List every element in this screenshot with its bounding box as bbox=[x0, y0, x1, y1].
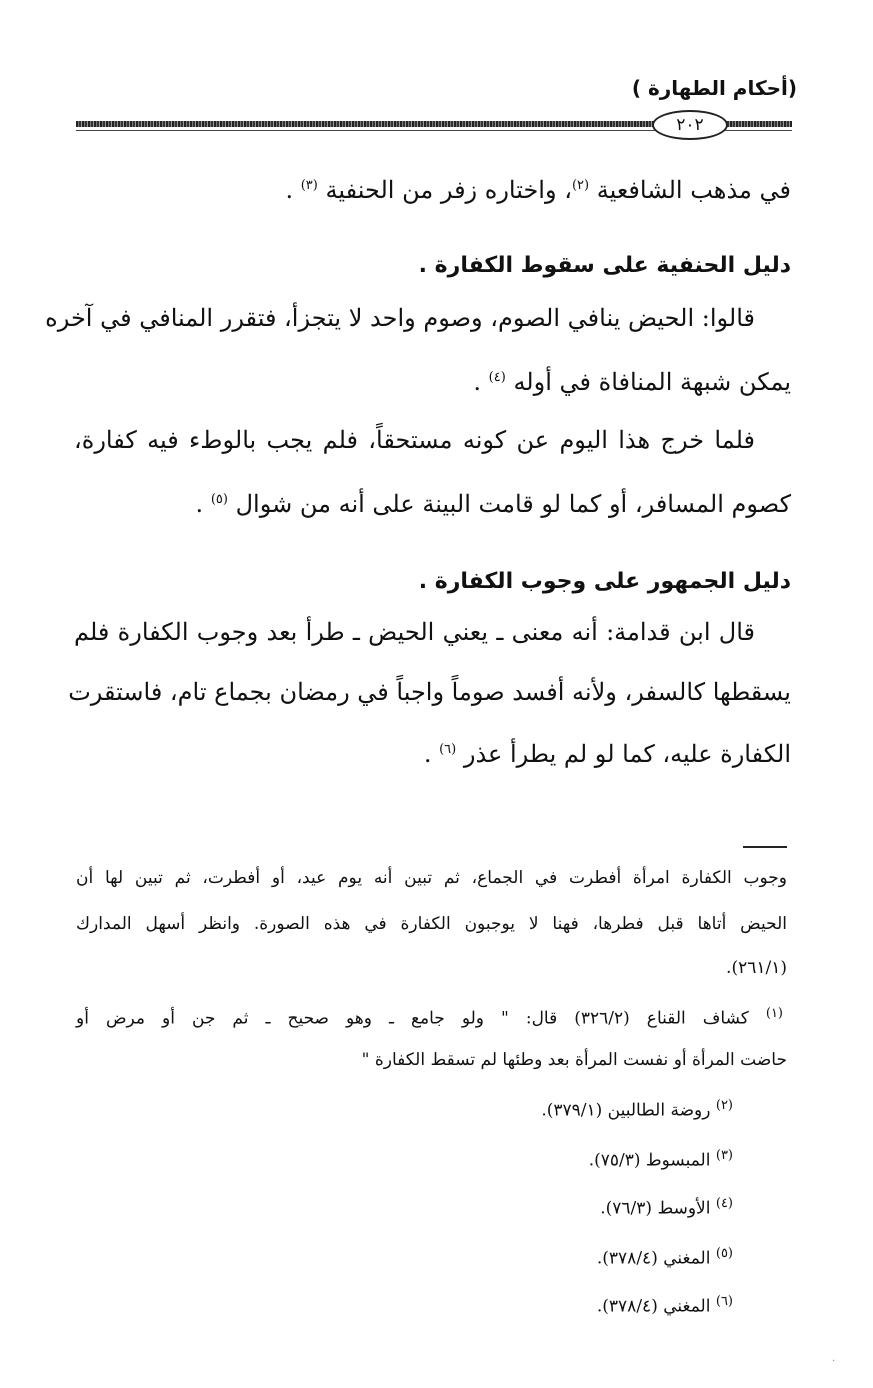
footnote-continued-line-3: (٢٦١/١). bbox=[726, 958, 787, 978]
paragraph-1-line-1: قالوا: الحيض ينافي الصوم، وصوم واحد لا يتجزأ، فتقرر المنافي في آخره bbox=[45, 304, 755, 332]
paragraph-3-line-1: قال ابن قدامة: أنه معنى ـ يعني الحيض ـ طرأ بعد وجوب الكفارة فلم bbox=[74, 618, 755, 646]
footnote-1-line-1: $^{(١)}$ كشاف القناع (٣٢٦/٢) قال: " ولو جامع ـ وهو صحيح ـ ثم جن أو مرض أو bbox=[76, 1006, 783, 1029]
paragraph-3-line-3: الكفارة عليه، كما لو لم يطرأ عذر $^{(٦)}$ . bbox=[423, 740, 791, 768]
footnote-ref-2: (٢) bbox=[571, 178, 590, 193]
paragraph-1-line-2: يمكن شبهة المنافاة في أوله $^{(٤)}$ . bbox=[473, 368, 791, 396]
footnote-4: $^{(٤)}$ الأوسط (٧٦/٣). bbox=[600, 1196, 733, 1219]
footnote-ref-4: (٤) bbox=[488, 370, 506, 385]
scan-speck: · bbox=[832, 1356, 836, 1367]
footnote-3: $^{(٣)}$ المبسوط (٧٥/٣). bbox=[588, 1148, 733, 1171]
footnote-ref-5: (٥) bbox=[210, 492, 228, 507]
section-heading-jumhur: دليل الجمهور على وجوب الكفارة . bbox=[418, 569, 791, 594]
footnote-6: $^{(٦)}$ المغني (٣٧٨/٤). bbox=[596, 1294, 733, 1317]
paragraph-2-line-2: كصوم المسافر، أو كما لو قامت البينة على أنه من شوال $^{(٥)}$ . bbox=[195, 490, 791, 518]
paragraph-3-line-2: يسقطها كالسفر، ولأنه أفسد صوماً واجباً في رمضان بجماع تام، فاستقرت bbox=[68, 678, 791, 706]
paragraph-2-line-1: فلما خرج هذا اليوم عن كونه مستحقاً، فلم يجب بالوطء فيه كفارة، bbox=[74, 426, 755, 454]
footnote-ref-6: (٦) bbox=[439, 742, 457, 757]
footnote-separator bbox=[743, 846, 787, 848]
footnote-2: $^{(٢)}$ روضة الطالبين (٣٧٩/١). bbox=[541, 1098, 733, 1121]
body-line-1: في مذهب الشافعية $^{(٢)}$، واختاره زفر من الحنفية $^{(٣)}$ . bbox=[285, 176, 791, 204]
footnote-5: $^{(٥)}$ المغني (٣٧٨/٤). bbox=[596, 1246, 733, 1269]
running-title: (أحكام الطهارة ) bbox=[631, 76, 797, 100]
footnote-1-line-2: حاضت المرأة أو نفست المرأة بعد وطئها لم تسقط الكفارة " bbox=[361, 1050, 787, 1070]
footnote-ref-3: (٣) bbox=[300, 178, 318, 193]
section-heading-hanafi: دليل الحنفية على سقوط الكفارة . bbox=[418, 253, 791, 278]
footnote-continued-line-2: الحيض أتاها قبل فطرها، فهنا لا يوجبون الكفارة في هذه الصورة. وانظر أسهل المدارك bbox=[76, 914, 787, 934]
footnote-continued-line-1: وجوب الكفارة امرأة أفطرت في الجماع، ثم تبين أنه يوم عيد، أو أفطرت، ثم تبين لها أن bbox=[76, 868, 787, 888]
page-number: ٢٠٢ bbox=[652, 110, 728, 140]
